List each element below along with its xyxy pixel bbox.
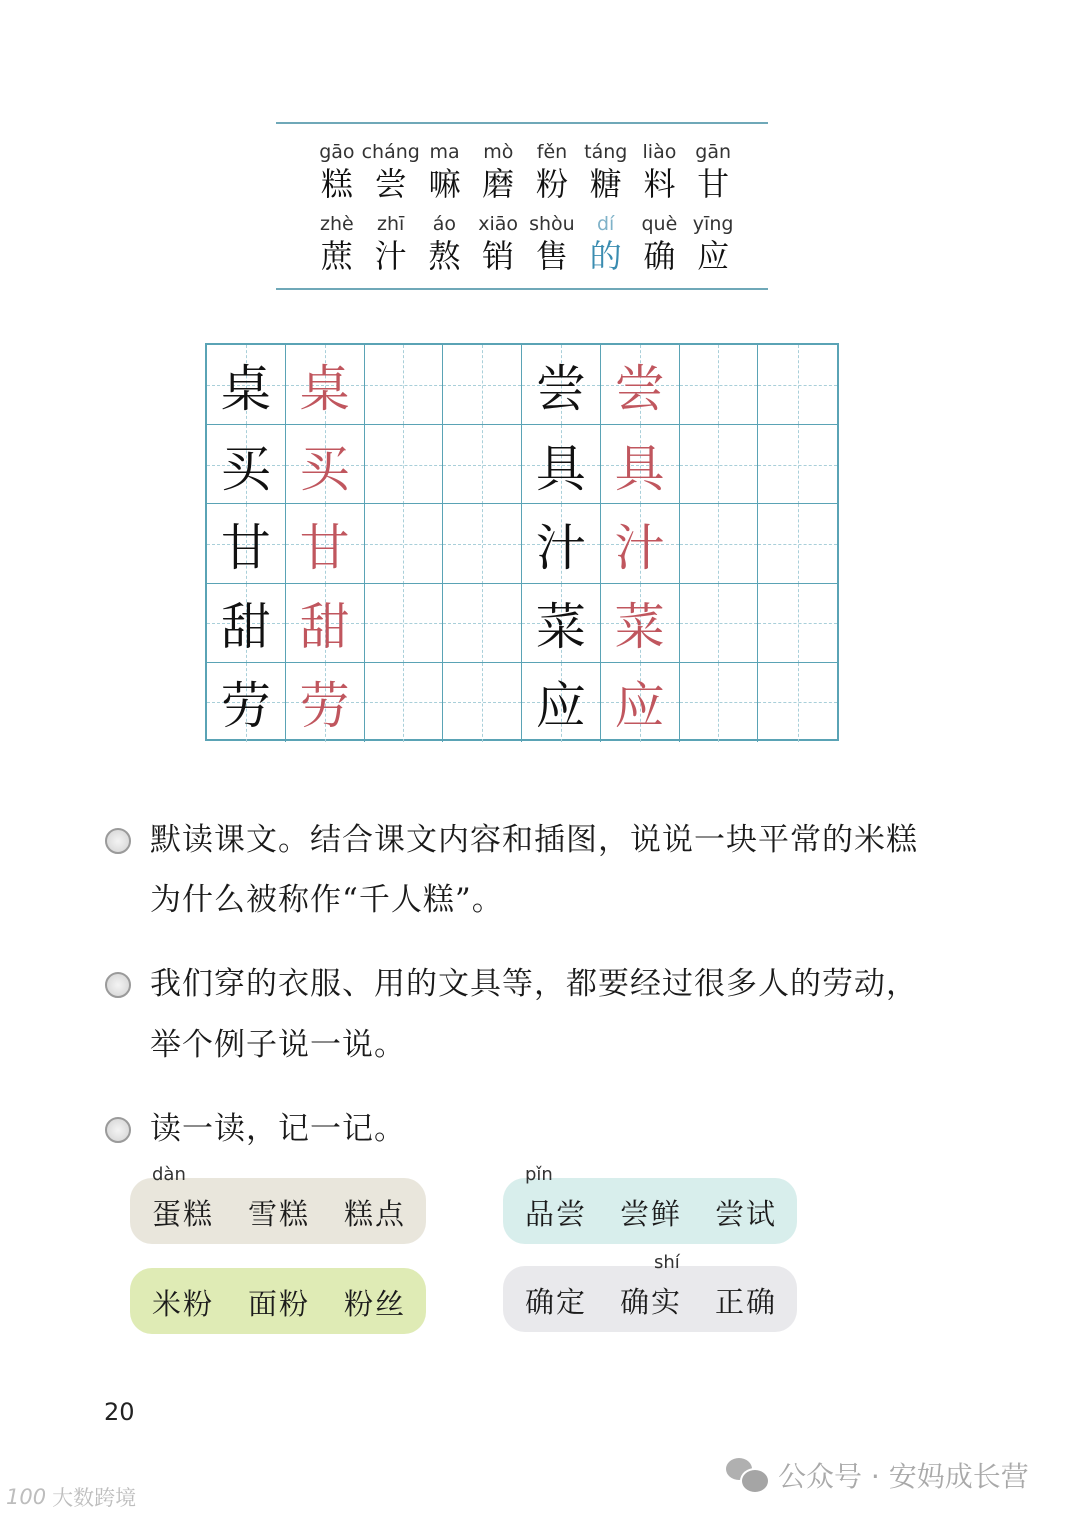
grid-cell-blank — [758, 663, 837, 742]
pinyin: fěn — [536, 141, 568, 163]
pinyin: mò — [483, 141, 514, 163]
vocab-item — [633, 212, 687, 276]
trace-char: 桌 — [299, 359, 350, 418]
grid-cell — [522, 504, 601, 583]
grid-row — [207, 583, 837, 663]
word — [344, 1192, 406, 1233]
trace-char: 汁 — [614, 518, 665, 577]
pinyin: dí — [596, 213, 615, 235]
exercise-bullet-icon — [105, 1117, 131, 1143]
hanzi: 磨 — [482, 165, 515, 203]
exercise-1-line-2: 为什么被称作“千人糕”。 — [150, 882, 504, 918]
grid-cell-blank — [758, 345, 837, 424]
vocab-item — [418, 212, 472, 276]
word — [525, 1164, 588, 1233]
word — [715, 1280, 777, 1321]
word-text: 糕点 — [343, 1197, 406, 1231]
grid-cell-blank — [365, 425, 444, 504]
model-char: 甘 — [220, 518, 271, 577]
vocab-item — [579, 140, 633, 204]
grid-cell-blank — [365, 345, 444, 424]
grid-cell-blank — [680, 345, 759, 424]
word-text: 正确 — [714, 1285, 777, 1319]
word-text: 雪糕 — [247, 1197, 310, 1231]
trace-char: 甘 — [299, 518, 350, 577]
word-card-gao — [130, 1164, 426, 1244]
grid-cell-blank — [680, 584, 759, 663]
watermark-left-text: 大数跨境 — [52, 1486, 137, 1510]
hanzi: 汁 — [374, 237, 407, 275]
trace-char: 买 — [299, 439, 350, 498]
hanzi: 确 — [643, 237, 676, 275]
exercise-bullet-icon — [105, 828, 131, 854]
hanzi: 蔗 — [320, 237, 353, 275]
watermark-left — [6, 1482, 136, 1512]
word-card-fen — [130, 1268, 426, 1334]
vocab-item — [686, 212, 740, 276]
grid-cell — [522, 663, 601, 742]
watermark-logo-icon: 100 — [6, 1485, 47, 1509]
grid-cell — [601, 425, 680, 504]
grid-cell-blank — [758, 425, 837, 504]
grid-cell — [286, 345, 365, 424]
vocab-item — [310, 140, 364, 204]
vocab-item — [418, 140, 472, 204]
word-pinyin: pǐn — [525, 1164, 553, 1185]
hanzi: 糕 — [320, 165, 353, 203]
grid-cell — [522, 425, 601, 504]
vocab-item — [525, 140, 579, 204]
grid-cell — [601, 663, 680, 742]
grid-cell — [522, 345, 601, 424]
word-pinyin: dàn — [152, 1164, 186, 1185]
watermark-right — [726, 1455, 1029, 1495]
word — [248, 1282, 310, 1323]
pinyin: liào — [642, 141, 677, 163]
grid-cell-blank — [758, 504, 837, 583]
word — [344, 1282, 406, 1323]
word-text: 品尝 — [525, 1197, 588, 1231]
word-text: 蛋糕 — [152, 1197, 215, 1231]
word — [619, 1252, 682, 1321]
hanzi: 的 — [589, 237, 622, 275]
word-text: 粉丝 — [343, 1287, 406, 1321]
grid-cell-blank — [680, 425, 759, 504]
model-char: 劳 — [220, 677, 271, 736]
watermark-right-text: 公众号 · 安妈成长营 — [778, 1460, 1029, 1493]
hanzi: 甘 — [697, 165, 730, 203]
hanzi: 售 — [535, 237, 568, 275]
model-char: 甜 — [220, 598, 271, 657]
hanzi: 糖 — [589, 165, 622, 203]
writing-grid — [205, 343, 839, 741]
pinyin: yīng — [692, 213, 734, 235]
vocab-item — [633, 140, 687, 204]
grid-cell — [286, 425, 365, 504]
word — [152, 1282, 214, 1323]
exercise-bullet-icon — [105, 972, 131, 998]
hanzi: 销 — [482, 237, 515, 275]
trace-char: 具 — [614, 439, 665, 498]
grid-cell-blank — [365, 584, 444, 663]
exercise-1-line-1: 默读课文。结合课文内容和插图，说说一块平常的米糕 — [150, 822, 918, 858]
hanzi: 熬 — [428, 237, 461, 275]
grid-cell — [207, 663, 286, 742]
grid-cell-blank — [365, 663, 444, 742]
grid-cell-blank — [443, 425, 522, 504]
model-char: 桌 — [220, 359, 271, 418]
trace-char: 尝 — [614, 359, 665, 418]
wechat-icon — [726, 1458, 768, 1492]
grid-row — [207, 662, 837, 742]
word-text: 面粉 — [247, 1287, 310, 1321]
vocab-item — [361, 140, 420, 204]
vocab-item — [471, 140, 525, 204]
vocabulary-row-1 — [310, 140, 740, 204]
vocab-item — [471, 212, 525, 276]
grid-cell-blank — [680, 663, 759, 742]
grid-row — [207, 345, 837, 424]
trace-char: 甜 — [299, 598, 350, 657]
pinyin: táng — [584, 141, 628, 163]
pinyin: gān — [695, 141, 732, 163]
pinyin: gāo — [319, 141, 355, 163]
grid-cell — [286, 504, 365, 583]
hanzi: 粉 — [536, 165, 569, 203]
word — [525, 1280, 587, 1321]
grid-cell-blank — [680, 504, 759, 583]
hanzi: 料 — [643, 165, 676, 203]
grid-cell-blank — [443, 663, 522, 742]
word — [248, 1192, 310, 1233]
model-char: 汁 — [535, 518, 586, 577]
hanzi: 尝 — [374, 165, 407, 203]
grid-cell — [207, 345, 286, 424]
model-char: 尝 — [535, 359, 586, 418]
pinyin: áo — [432, 213, 457, 235]
word-card-que — [503, 1252, 797, 1332]
word — [152, 1164, 215, 1233]
grid-cell-blank — [365, 504, 444, 583]
word-card-chang — [503, 1164, 797, 1244]
word — [620, 1192, 682, 1233]
grid-cell — [522, 584, 601, 663]
word-text: 确定 — [525, 1285, 588, 1319]
page-number: 20 — [104, 1398, 135, 1426]
grid-cell-blank — [443, 504, 522, 583]
word-text: 尝鲜 — [619, 1197, 682, 1231]
model-char: 具 — [535, 439, 586, 498]
vocab-item — [525, 212, 579, 276]
pinyin: què — [641, 213, 678, 235]
grid-cell — [286, 584, 365, 663]
trace-char: 菜 — [614, 598, 665, 657]
vocab-item-highlighted — [579, 212, 633, 276]
trace-char: 应 — [614, 677, 665, 736]
grid-cell — [601, 504, 680, 583]
word-text: 尝试 — [714, 1197, 777, 1231]
grid-cell-blank — [443, 345, 522, 424]
word-pinyin: shí — [653, 1252, 680, 1273]
grid-cell — [207, 425, 286, 504]
vocab-item — [364, 212, 418, 276]
grid-cell-blank — [758, 584, 837, 663]
exercise-2-line-2: 举个例子说一说。 — [150, 1027, 406, 1063]
pinyin: zhī — [376, 213, 405, 235]
grid-cell-blank — [443, 584, 522, 663]
exercise-3-line-1: 读一读，记一记。 — [150, 1111, 406, 1147]
exercise-2-line-1: 我们穿的衣服、用的文具等，都要经过很多人的劳动， — [150, 966, 918, 1002]
model-char: 应 — [535, 677, 586, 736]
grid-cell — [601, 584, 680, 663]
model-char: 买 — [220, 439, 271, 498]
vocabulary-row-2 — [310, 212, 740, 276]
grid-cell — [601, 345, 680, 424]
pinyin: shòu — [529, 213, 575, 235]
grid-cell — [207, 504, 286, 583]
pinyin: cháng — [361, 141, 420, 163]
pinyin: ma — [429, 141, 460, 163]
grid-row — [207, 503, 837, 583]
hanzi: 应 — [697, 237, 730, 275]
grid-cell — [286, 663, 365, 742]
model-char: 菜 — [535, 598, 586, 657]
trace-char: 劳 — [299, 677, 350, 736]
word — [715, 1192, 777, 1233]
vocabulary-box — [276, 122, 768, 290]
word-text: 米粉 — [152, 1287, 215, 1321]
hanzi: 嘛 — [428, 165, 461, 203]
pinyin: zhè — [320, 213, 354, 235]
vocab-item — [310, 212, 364, 276]
pinyin: xiāo — [478, 213, 519, 235]
word-text: 确实 — [619, 1285, 682, 1319]
grid-row — [207, 424, 837, 504]
grid-cell — [207, 584, 286, 663]
vocab-item — [686, 140, 740, 204]
